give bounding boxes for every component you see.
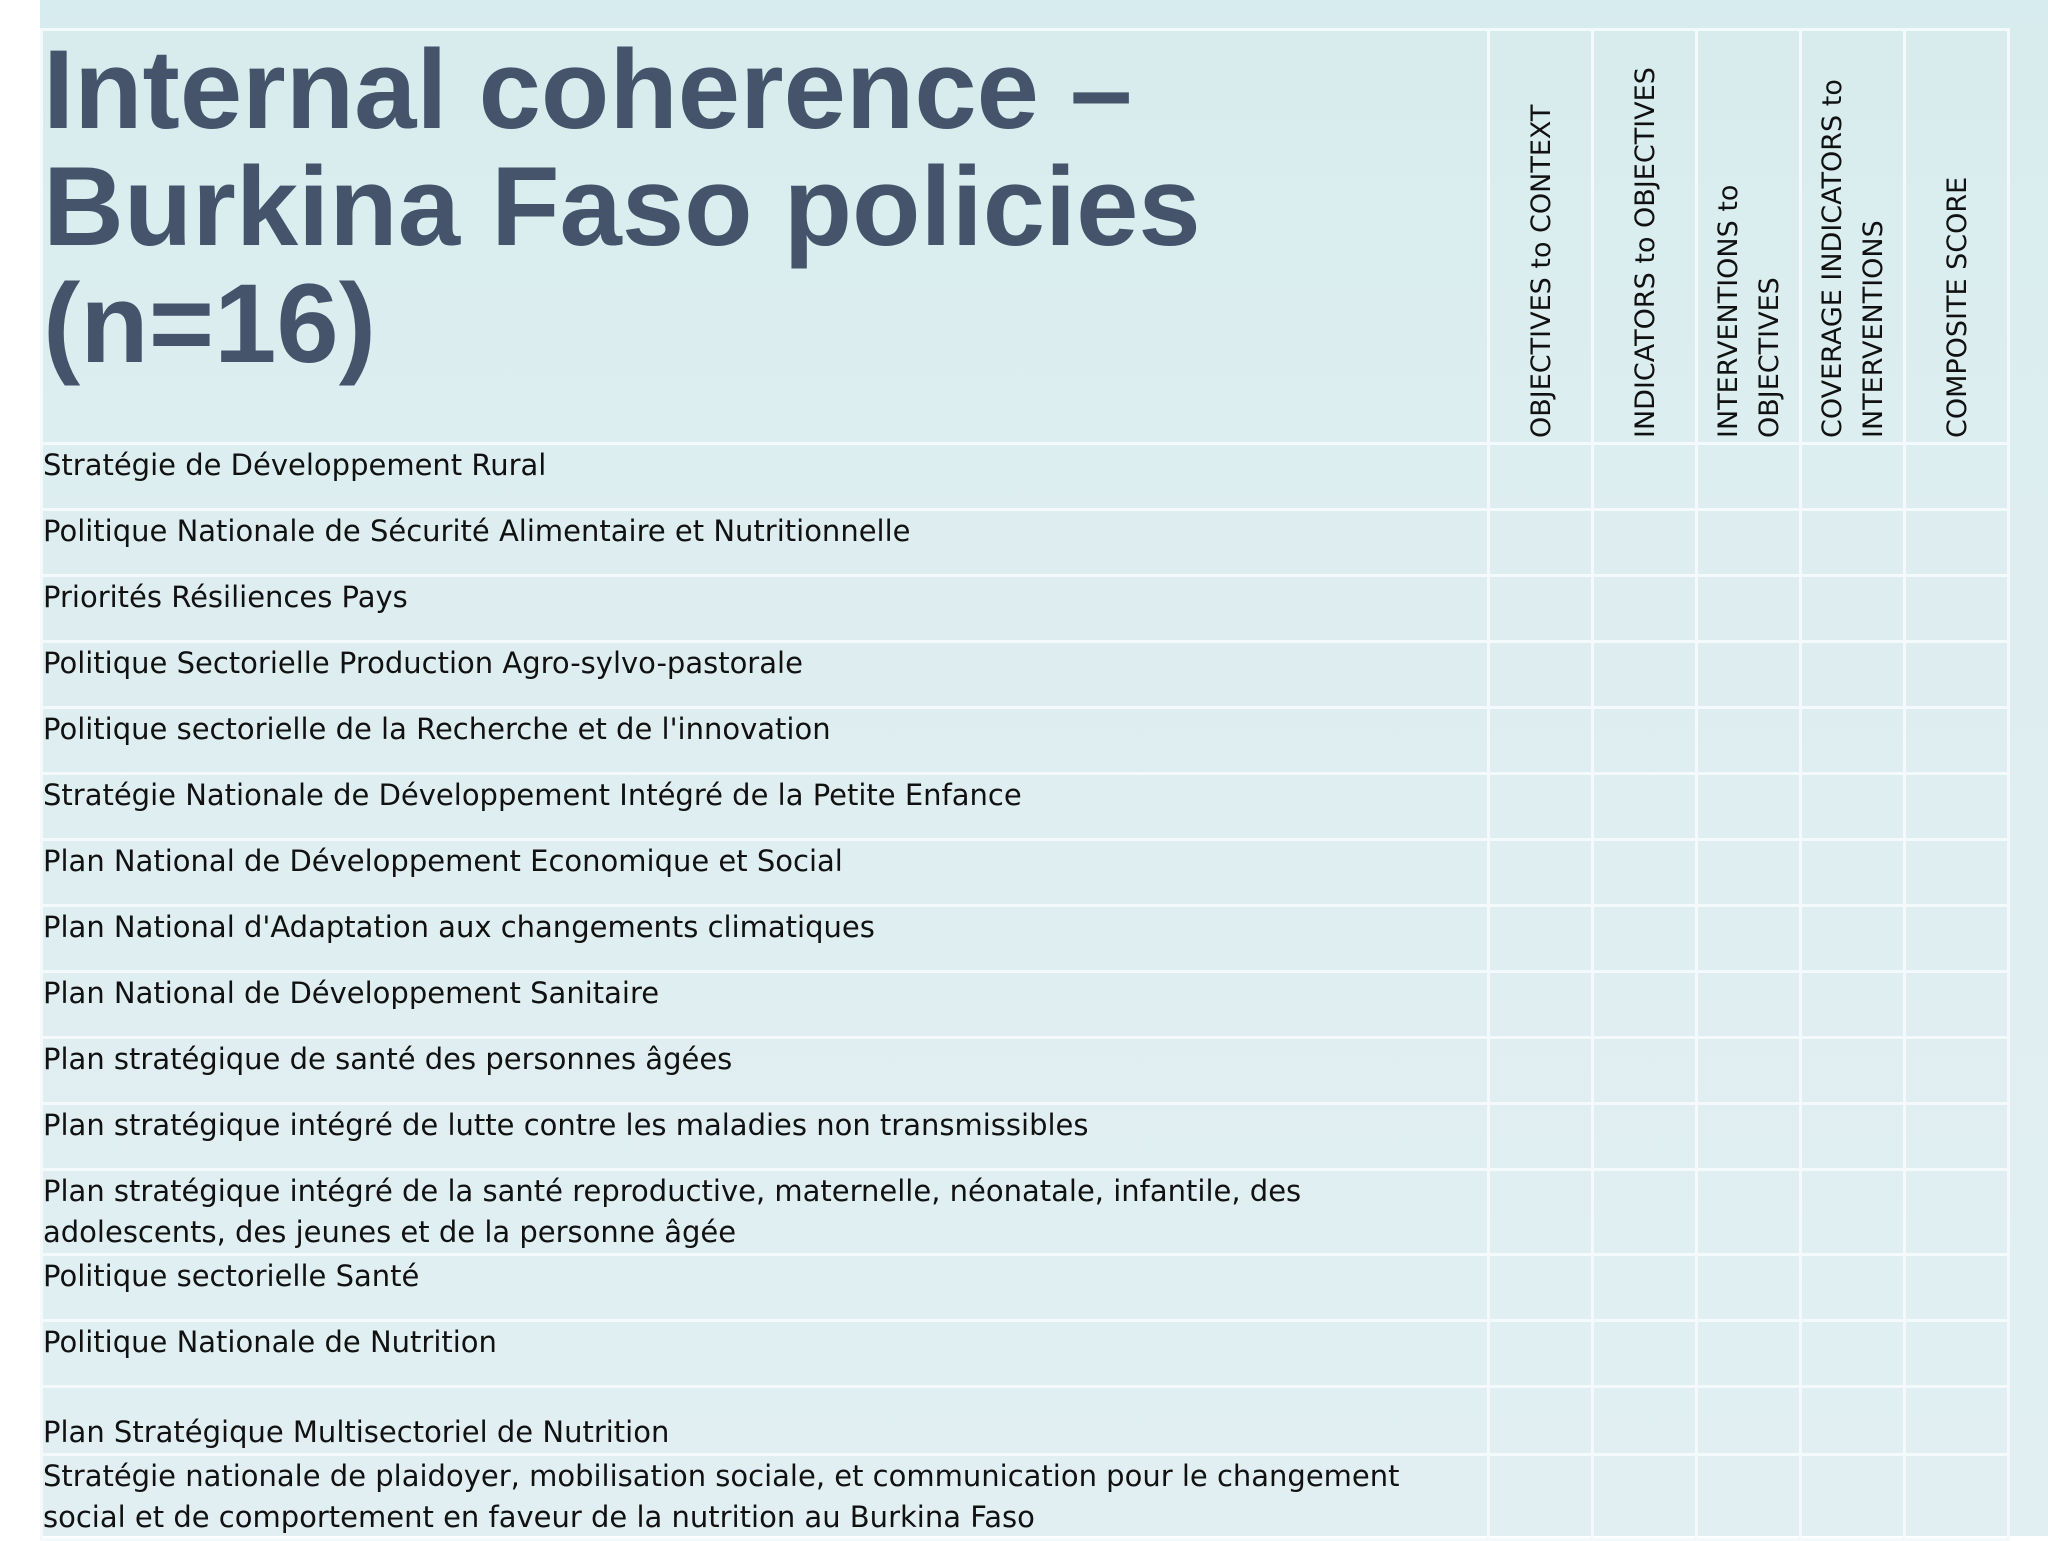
score-cell xyxy=(1697,1455,1801,1540)
policy-name: Politique Nationale de Sécurité Alimentaire et Nutritionnelle xyxy=(42,510,1489,576)
score-cell xyxy=(1905,1455,2009,1540)
score-cell xyxy=(1489,1255,1593,1321)
score-cell xyxy=(1905,1038,2009,1104)
score-cell xyxy=(1801,1321,1905,1387)
score-cell xyxy=(1489,1104,1593,1170)
table-row xyxy=(42,642,2009,708)
policy-name: Politique sectorielle de la Recherche et de l'innovation xyxy=(42,708,1489,774)
column-header-label: INTERVENTIONS to xyxy=(1712,184,1744,438)
score-cell xyxy=(1801,444,1905,510)
title-line-1: Internal coherence – xyxy=(43,27,1133,152)
table-row xyxy=(42,906,2009,972)
policy-name: Stratégie de Développement Rural xyxy=(42,444,1489,510)
score-cell xyxy=(1905,906,2009,972)
table-row xyxy=(42,1387,2009,1455)
score-cell xyxy=(1801,1170,1905,1255)
column-header-composite-score xyxy=(1905,30,2009,444)
column-header-label-2: OBJECTIVES xyxy=(1753,277,1785,438)
score-cell xyxy=(1905,972,2009,1038)
score-cell xyxy=(1489,708,1593,774)
score-cell xyxy=(1489,774,1593,840)
score-cell xyxy=(1905,1255,2009,1321)
score-cell xyxy=(1489,840,1593,906)
policy-name: Plan National de Développement Economique et Social xyxy=(42,840,1489,906)
score-cell xyxy=(1593,510,1697,576)
score-cell xyxy=(1697,774,1801,840)
score-cell xyxy=(1489,906,1593,972)
score-cell xyxy=(1593,1104,1697,1170)
score-cell xyxy=(1697,840,1801,906)
policy-name: Stratégie nationale de plaidoyer, mobilisation sociale, et communication pour le changement social et de comportement en faveur de la nutrition au Burkina Faso xyxy=(42,1455,1489,1540)
score-cell xyxy=(1905,1170,2009,1255)
policy-name: Politique sectorielle Santé xyxy=(42,1255,1489,1321)
score-cell xyxy=(1593,444,1697,510)
score-cell xyxy=(1697,906,1801,972)
table-row xyxy=(42,510,2009,576)
policy-name: Plan National de Développement Sanitaire xyxy=(42,972,1489,1038)
score-cell xyxy=(1801,1387,1905,1455)
score-cell xyxy=(1905,708,2009,774)
score-cell xyxy=(1697,510,1801,576)
column-header-indicators-to-objectives xyxy=(1593,30,1697,444)
score-cell xyxy=(1905,444,2009,510)
table-row xyxy=(42,444,2009,510)
score-cell xyxy=(1801,840,1905,906)
score-cell xyxy=(1905,1104,2009,1170)
score-cell xyxy=(1905,642,2009,708)
table-row xyxy=(42,1321,2009,1387)
column-header-interventions-to-objectives xyxy=(1697,30,1801,444)
coherence-table xyxy=(40,28,2010,1541)
policy-name: Plan stratégique intégré de lutte contre les maladies non transmissibles xyxy=(42,1104,1489,1170)
score-cell xyxy=(1593,972,1697,1038)
score-cell xyxy=(1905,1321,2009,1387)
score-cell xyxy=(1593,576,1697,642)
score-cell xyxy=(1697,642,1801,708)
table-row xyxy=(42,1170,2009,1255)
score-cell xyxy=(1593,1321,1697,1387)
policy-name: Plan National d'Adaptation aux changements climatiques xyxy=(42,906,1489,972)
score-cell xyxy=(1593,906,1697,972)
score-cell xyxy=(1593,1455,1697,1540)
score-cell xyxy=(1489,972,1593,1038)
score-cell xyxy=(1801,906,1905,972)
policy-name: Stratégie Nationale de Développement Intégré de la Petite Enfance xyxy=(42,774,1489,840)
policy-name: Plan stratégique de santé des personnes âgées xyxy=(42,1038,1489,1104)
score-cell xyxy=(1801,642,1905,708)
score-cell xyxy=(1489,1321,1593,1387)
score-cell xyxy=(1697,708,1801,774)
table-row xyxy=(42,1038,2009,1104)
title-cell xyxy=(42,27,1489,444)
score-cell xyxy=(1697,576,1801,642)
column-header-objectives-to-context xyxy=(1489,30,1593,444)
score-cell xyxy=(1489,642,1593,708)
score-cell xyxy=(1489,576,1593,642)
column-header-label: INDICATORS to OBJECTIVES xyxy=(1629,67,1660,438)
score-cell xyxy=(1697,972,1801,1038)
score-cell xyxy=(1593,1255,1697,1321)
column-header-label-2: INTERVENTIONS xyxy=(1857,220,1889,438)
score-cell xyxy=(1593,774,1697,840)
score-cell xyxy=(1801,1104,1905,1170)
column-header-label: COMPOSITE SCORE xyxy=(1941,176,1972,438)
score-cell xyxy=(1593,1170,1697,1255)
policy-name: Plan Stratégique Multisectoriel de Nutrition xyxy=(42,1387,1489,1455)
table-row xyxy=(42,1455,2009,1540)
score-cell xyxy=(1697,1170,1801,1255)
column-header-label: OBJECTIVES to CONTEXT xyxy=(1525,104,1556,438)
score-cell xyxy=(1697,1321,1801,1387)
score-cell xyxy=(1593,840,1697,906)
score-cell xyxy=(1697,1104,1801,1170)
score-cell xyxy=(1905,774,2009,840)
score-cell xyxy=(1489,1170,1593,1255)
column-header-label: COVERAGE INDICATORS to xyxy=(1816,79,1848,438)
policy-name: Politique Nationale de Nutrition xyxy=(42,1321,1489,1387)
score-cell xyxy=(1905,840,2009,906)
score-cell xyxy=(1593,708,1697,774)
score-cell xyxy=(1801,576,1905,642)
score-cell xyxy=(1489,1455,1593,1540)
table-row xyxy=(42,774,2009,840)
policy-name: Politique Sectorielle Production Agro-sylvo-pastorale xyxy=(42,642,1489,708)
score-cell xyxy=(1593,1387,1697,1455)
score-cell xyxy=(1697,1387,1801,1455)
title-line-3: (n=16) xyxy=(43,261,376,386)
score-cell xyxy=(1697,444,1801,510)
score-cell xyxy=(1801,972,1905,1038)
score-cell xyxy=(1489,1387,1593,1455)
score-cell xyxy=(1801,708,1905,774)
title-line-2: Burkina Faso policies xyxy=(43,144,1201,269)
table-row xyxy=(42,1255,2009,1321)
table-row xyxy=(42,576,2009,642)
policy-name: Priorités Résiliences Pays xyxy=(42,576,1489,642)
table-header-row xyxy=(42,30,2009,444)
column-header-coverage-indicators-to-interventions xyxy=(1801,30,1905,444)
table-row xyxy=(42,708,2009,774)
score-cell xyxy=(1593,1038,1697,1104)
score-cell xyxy=(1489,1038,1593,1104)
score-cell xyxy=(1489,444,1593,510)
score-cell xyxy=(1905,576,2009,642)
score-cell xyxy=(1905,510,2009,576)
score-cell xyxy=(1489,510,1593,576)
score-cell xyxy=(1801,1255,1905,1321)
page-title xyxy=(43,27,1487,386)
score-cell xyxy=(1593,642,1697,708)
score-cell xyxy=(1801,1455,1905,1540)
score-cell xyxy=(1905,1387,2009,1455)
score-cell xyxy=(1697,1038,1801,1104)
table-row xyxy=(42,840,2009,906)
table-row xyxy=(42,972,2009,1038)
score-cell xyxy=(1801,510,1905,576)
table-row xyxy=(42,1104,2009,1170)
score-cell xyxy=(1801,1038,1905,1104)
policy-name: Plan stratégique intégré de la santé reproductive, maternelle, néonatale, infantile, des adolescents, des jeunes et de la personne âgée xyxy=(42,1170,1489,1255)
score-cell xyxy=(1697,1255,1801,1321)
score-cell xyxy=(1801,774,1905,840)
